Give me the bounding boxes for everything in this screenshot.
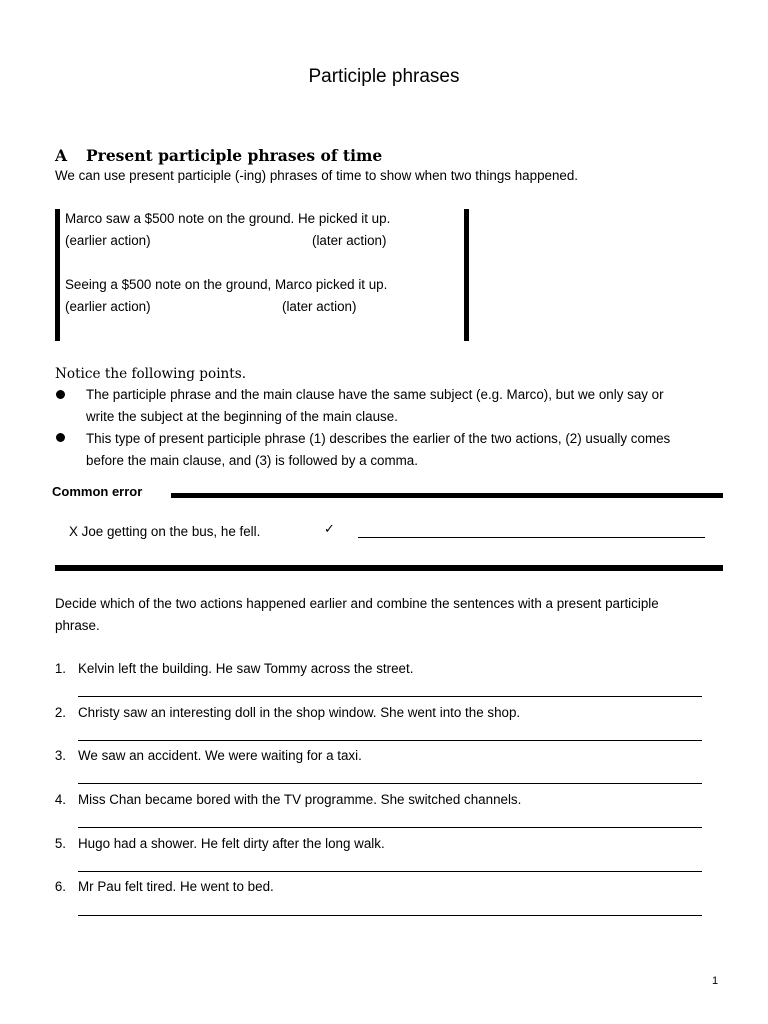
exercise-item-text: Kelvin left the building. He saw Tommy across the street. bbox=[78, 661, 414, 676]
check-icon: ✓ bbox=[324, 522, 335, 537]
common-error-label: Common error bbox=[52, 484, 143, 499]
page-number: 1 bbox=[712, 975, 719, 987]
exercise-answer-line[interactable] bbox=[78, 783, 702, 784]
notice-point-text: This type of present participle phrase (1) describes the earlier of the two actions, (2) usually comes bbox=[86, 431, 671, 446]
example-sentence-combined: Seeing a $500 note on the ground, Marco picked it up. bbox=[65, 277, 388, 292]
exercise-instruction: Decide which of the two actions happened earlier and combine the sentences with a present participle bbox=[55, 596, 659, 611]
exercise-item-number: 5. bbox=[54, 836, 66, 851]
section-heading: Present participle phrases of time bbox=[86, 146, 383, 165]
example-earlier-label: (earlier action) bbox=[65, 233, 151, 248]
common-error-bottom-rule bbox=[55, 565, 723, 571]
bullet-icon bbox=[56, 390, 65, 399]
exercise-answer-line[interactable] bbox=[78, 740, 702, 741]
exercise-item-number: 6. bbox=[54, 879, 66, 894]
exercise-instruction: phrase. bbox=[55, 618, 100, 633]
page-title: Participle phrases bbox=[308, 66, 460, 87]
section-intro: We can use present participle (-ing) phrases of time to show when two things happened. bbox=[55, 168, 579, 183]
example-later-label: (later action) bbox=[312, 233, 387, 248]
correction-answer-line[interactable] bbox=[358, 537, 705, 538]
exercise-item-text: We saw an accident. We were waiting for a taxi. bbox=[78, 748, 362, 763]
notice-heading: Notice the following points. bbox=[55, 366, 247, 382]
exercise-item-number: 2. bbox=[54, 705, 66, 720]
bullet-icon bbox=[56, 433, 65, 442]
common-error-top-rule bbox=[171, 493, 723, 498]
notice-point-text: The participle phrase and the main clause have the same subject (e.g. Marco), but we only say or bbox=[86, 387, 664, 402]
example-earlier-label: (earlier action) bbox=[65, 299, 151, 314]
common-error-wrong-example: X Joe getting on the bus, he fell. bbox=[69, 524, 261, 539]
exercise-answer-line[interactable] bbox=[78, 696, 702, 697]
notice-point-text: before the main clause, and (3) is followed by a comma. bbox=[86, 453, 418, 468]
example-later-label: (later action) bbox=[282, 299, 357, 314]
example-box-right-bar bbox=[464, 209, 469, 341]
exercise-item-number: 4. bbox=[54, 792, 66, 807]
exercise-item-text: Mr Pau felt tired. He went to bed. bbox=[78, 879, 274, 894]
exercise-answer-line[interactable] bbox=[78, 915, 702, 916]
exercise-item-text: Miss Chan became bored with the TV programme. She switched channels. bbox=[78, 792, 522, 807]
exercise-item-text: Christy saw an interesting doll in the shop window. She went into the shop. bbox=[78, 705, 521, 720]
example-box-left-bar bbox=[55, 209, 60, 341]
notice-point-text: write the subject at the beginning of the main clause. bbox=[86, 409, 398, 424]
example-sentence-separate: Marco saw a $500 note on the ground. He picked it up. bbox=[65, 211, 391, 226]
section-letter: A bbox=[55, 146, 68, 165]
exercise-item-number: 3. bbox=[54, 748, 66, 763]
exercise-answer-line[interactable] bbox=[78, 871, 702, 872]
exercise-item-number: 1. bbox=[54, 661, 66, 676]
exercise-item-text: Hugo had a shower. He felt dirty after the long walk. bbox=[78, 836, 385, 851]
exercise-answer-line[interactable] bbox=[78, 827, 702, 828]
